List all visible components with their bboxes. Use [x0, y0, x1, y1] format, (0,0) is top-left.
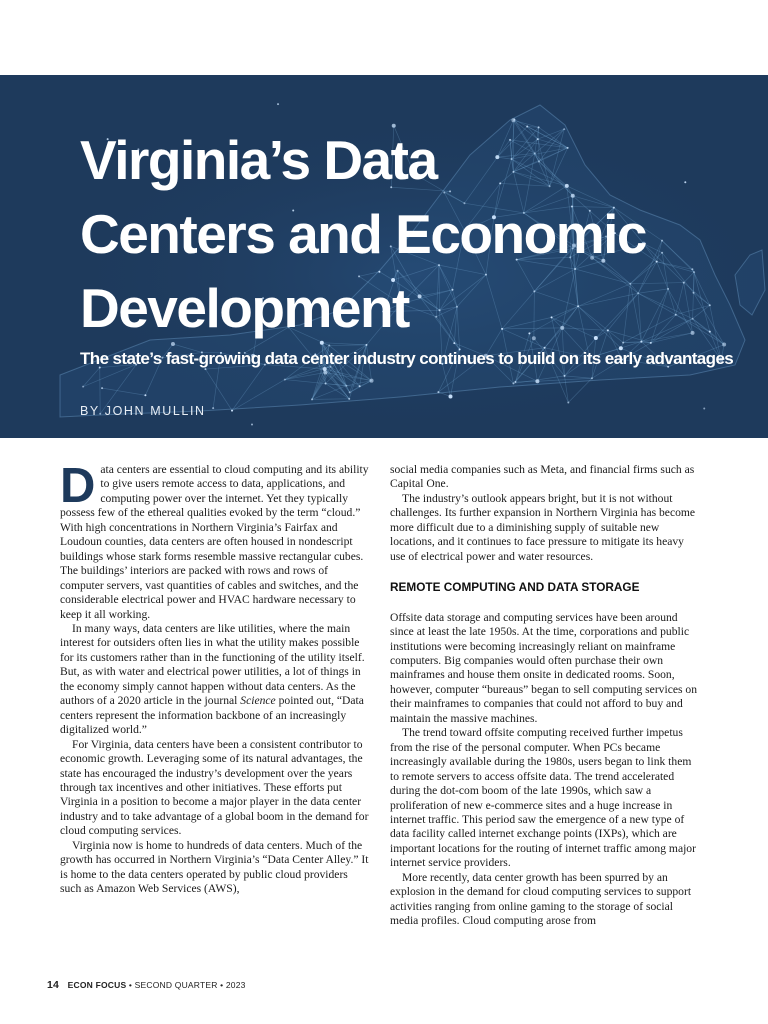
- publication-name: ECON FOCUS: [67, 980, 127, 990]
- article-subtitle: The state’s fast-growing data center industry continues to build on its early advantages: [80, 349, 734, 368]
- network-node: [325, 383, 327, 385]
- paragraph: More recently, data center growth has been spurred by an explosion in the demand for cloud computing services to support activities ranging from online gaming to the storage of social media profiles. Cloud computing arose from: [390, 870, 692, 928]
- network-node: [345, 385, 347, 387]
- network-node: [101, 387, 103, 389]
- network-node: [349, 391, 351, 393]
- network-node: [535, 379, 539, 383]
- paragraph: The trend toward offsite computing received further impetus from the rise of the personal computer. When PCs became increasingly available during the 1980s, users began to link them to remote servers to access offsite data. The trend accelerated during the dot-com boom of the late 1990s, which saw a proliferation of new e-commerce sites and a huge increase in internet traffic. This period saw the emergence of a new type of data facility called internet exchange points (IXPs), which are important locations for the routing of internet traffic among major internet service providers.: [390, 726, 696, 870]
- title-line: Virginia’s Data: [80, 129, 437, 191]
- paragraph: For Virginia, data centers have been a consistent contributor to economic growth. Leveraging some of its natural advantages, the state has encouraged the industry’s development over the years through tax incentives and other initiatives. These efforts put Virginia in a position to become a major player in the data center industry and to take advantage of a global boom in the demand for cloud computing services.: [60, 737, 369, 838]
- paragraph: [60, 622, 371, 738]
- network-node: [513, 119, 515, 121]
- network-node: [512, 382, 514, 384]
- article-title: [80, 123, 730, 345]
- journal-name: Science: [240, 694, 276, 708]
- page-number: 14: [47, 979, 60, 991]
- network-node: [703, 407, 705, 409]
- paragraph-text: pointed out, “Data centers represent the information backbone of an increasingly digitalized world.”: [60, 694, 364, 737]
- page-footer: [47, 979, 246, 991]
- network-node: [311, 398, 313, 400]
- section-heading: REMOTE COMPUTING AND DATA STORAGE: [390, 580, 640, 595]
- byline: BY JOHN MULLIN: [80, 404, 206, 418]
- network-node: [370, 379, 374, 383]
- paragraph: Virginia now is home to hundreds of data centers. Much of the growth has occurred in Northern Virginia’s “Data Center Alley.” It is home to the data centers operated by public cloud providers such as Amazon Web Services (AWS),: [60, 838, 369, 896]
- article-column-right: [390, 463, 701, 929]
- issue-label: • SECOND QUARTER • 2023: [128, 980, 246, 990]
- hero-banner: [0, 75, 768, 438]
- network-node: [144, 394, 146, 396]
- title-line: Development: [80, 277, 409, 339]
- paragraph-text: In many ways, data centers are like utilities, where the main interest for outsiders often lies in what the utility makes possible for its customers rather than in the functioning of the utility itself. But, as with water and electrical power utilities, a lot of things in the economy simply cannot happen without data centers. As the authors of a 2020 article in the journal: [60, 621, 365, 708]
- network-node: [212, 407, 214, 409]
- network-node: [437, 391, 439, 393]
- network-node: [277, 103, 279, 105]
- network-node: [323, 371, 327, 375]
- network-node: [284, 379, 286, 381]
- title-line: Centers and Economic: [80, 203, 646, 265]
- paragraph-text: ata centers are essential to cloud computing and its ability to give users remote access to data, applications, and computing power over the internet. Yet they typically possess few of the ethereal qualities evoked by the term “cloud.” With high concentrations in Northern Virginia’s Fairfax and Loudoun counties, data centers are often housed in nondescript buildings whose stark forms resemble massive rectangular cubes. The buildings’ interiors are packed with rows and rows of computer servers, vast quantities of cables and switches, and the considerable electrical power and HVAC hardware necessary to keep it all working.: [60, 463, 369, 621]
- paragraph: Offsite data storage and computing services have been around since at least the late 1950s. At the time, corporations and public institutions were becoming increasingly reliant on mainframe computers. Big companies would often purchase their own mainframes and house them onsite in dedicated rooms. Soon, however, computer “bureaus” began to sell computing services on their mainframes to companies that could not afford to buy and maintain the massive machines.: [390, 610, 697, 725]
- network-node: [82, 386, 84, 388]
- network-node: [251, 424, 253, 426]
- paragraph: social media companies such as Meta, and financial firms such as Capital One.: [390, 463, 695, 491]
- network-node: [564, 375, 566, 377]
- paragraph: The industry’s outlook appears bright, but it is not without challenges. Its further expansion in Northern Virginia has become more difficult due to a diminishing supply of suitable new locations, and it continues to face pressure to mitigate its heavy use of electrical power and water resources.: [390, 491, 696, 563]
- network-node: [567, 401, 569, 403]
- network-node: [359, 385, 361, 387]
- network-node: [231, 410, 233, 412]
- network-node: [591, 377, 593, 379]
- paragraph: [60, 459, 371, 622]
- drop-cap: D: [60, 459, 96, 513]
- network-node: [348, 398, 350, 400]
- network-node: [448, 395, 452, 399]
- article-column-left: [60, 459, 371, 897]
- network-node: [514, 381, 516, 383]
